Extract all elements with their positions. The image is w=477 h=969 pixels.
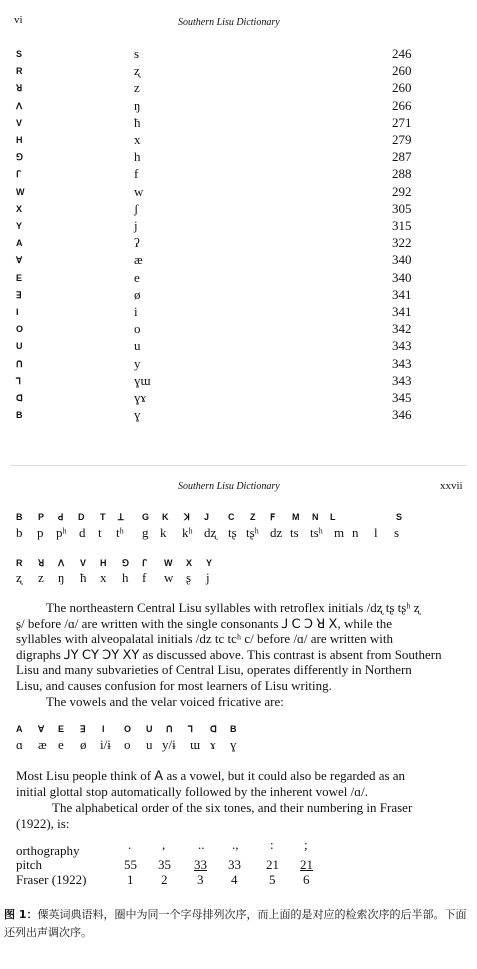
- index-row: [0, 270, 477, 287]
- index-ipa: ø: [134, 286, 141, 302]
- consonant-letter: Y: [206, 558, 213, 568]
- consonant-letter: X: [186, 558, 193, 568]
- index-row: [0, 218, 477, 235]
- vowel-letter: E: [58, 724, 65, 734]
- paragraph-line: Most Lisu people think of ꓮ as a vowel, but it could also be regarded as an: [16, 768, 406, 783]
- index-page-number: 305: [392, 200, 412, 216]
- index-page-number: 288: [392, 166, 412, 182]
- index-letter: ꓤ: [16, 83, 23, 94]
- consonant-letter: C: [228, 512, 235, 522]
- vowel-letter: ꓶ: [188, 724, 194, 734]
- consonant-ipa: m: [334, 525, 345, 540]
- consonant-ipa: s: [394, 525, 400, 540]
- paragraph-line: (1922), is:: [16, 815, 70, 831]
- index-ipa: ɣ: [134, 407, 141, 423]
- vowel-ipa: æ: [38, 737, 47, 752]
- index-letter: A: [16, 238, 23, 249]
- vowel-ipa: y/ɨ: [162, 737, 176, 752]
- index-page-number: 340: [392, 252, 412, 268]
- consonant-letter: ꓝ: [270, 512, 276, 522]
- index-page-number: 343: [392, 372, 412, 388]
- index-ipa: ʃ: [134, 200, 139, 216]
- index-page-number: 343: [392, 355, 412, 371]
- vowel-ipa: i/ɨ: [100, 737, 111, 752]
- consonant-letter: R: [16, 558, 23, 568]
- tone-fraser-number: 3: [197, 872, 204, 887]
- consonant-ipa: dʐ: [204, 525, 217, 540]
- index-page-number: 287: [392, 149, 412, 165]
- vowels-intro: The vowels and the velar voiced fricative are:: [46, 694, 284, 709]
- consonant-ipa: g: [142, 525, 149, 540]
- index-letter: X: [16, 203, 23, 214]
- index-row: [0, 407, 477, 424]
- paragraph-line: digraphs ꓙꓬ ꓚꓬ ꓛꓬ ꓫꓬ as discussed above. This contrast is absent from Southern: [16, 646, 442, 662]
- tone-orthography: :: [270, 837, 274, 852]
- consonant-letter: K: [162, 512, 169, 522]
- consonant-ipa: ʂ: [186, 570, 192, 585]
- paragraph-line: Lisu and many subvarieties of Central Lisu, operates differently in Northern: [16, 662, 412, 677]
- index-row: [0, 252, 477, 269]
- index-ipa: j: [134, 218, 138, 233]
- running-title-bottom: Southern Lisu Dictionary: [178, 481, 280, 492]
- consonant-ipa: pʰ: [56, 525, 67, 540]
- consonant-letter: ꓒ: [58, 512, 64, 522]
- paragraph-line: ʂ/ before /ɑ/ are written with the single consonants ꓙ ꓚ ꓛ ꓤ ꓫ, while the: [16, 615, 392, 631]
- consonant-ipa: tʰ: [116, 525, 124, 540]
- index-row: [0, 184, 477, 201]
- vowel-ipa: ɯ: [190, 737, 201, 752]
- vowel-ipa: e: [58, 737, 64, 752]
- consonant-ipa: t: [98, 525, 102, 540]
- tone-pitch: 33: [194, 857, 207, 872]
- index-ipa: x: [134, 132, 141, 147]
- index-page-number: 315: [392, 218, 412, 233]
- index-page-number: 346: [392, 407, 412, 423]
- paragraph-line: syllables with alveopalatal initials /dz tc tcʰ c/ before /ɑ/ are written with: [16, 631, 394, 646]
- consonant-letter: ꓤ: [38, 558, 45, 568]
- index-ipa: i: [134, 304, 138, 319]
- tone-orthography: ;: [304, 837, 308, 852]
- consonant-letter: ꓥ: [58, 558, 65, 568]
- index-ipa: z: [134, 80, 140, 96]
- index-row: [0, 80, 477, 97]
- index-page-number: 342: [392, 321, 412, 337]
- page-separator: [10, 465, 467, 466]
- paragraph-line: The alphabetical order of the six tones, and their numbering in Fraser: [52, 800, 413, 815]
- tone-fraser-number: 5: [269, 872, 276, 887]
- index-row: [0, 63, 477, 80]
- consonant-ipa: w: [164, 570, 174, 585]
- tone-fraser-number: 6: [303, 872, 310, 887]
- index-ipa: ʔ: [134, 235, 140, 251]
- page-number-bottom: xxvii: [440, 480, 463, 492]
- tone-fraser-number: 2: [161, 872, 168, 887]
- tone-pitch: 33: [228, 857, 241, 872]
- index-letter: ꓯ: [16, 255, 23, 266]
- index-row: [0, 149, 477, 166]
- index-row: [0, 390, 477, 407]
- caption-label: 图 1：: [4, 908, 38, 921]
- index-page-number: 341: [392, 286, 412, 302]
- consonant-letter: L: [330, 512, 336, 522]
- index-row: [0, 287, 477, 304]
- tone-pitch: 21: [300, 857, 313, 872]
- index-ipa: s: [134, 46, 140, 61]
- consonant-ipa: ŋ: [58, 570, 65, 585]
- vowel-ipa: ø: [80, 737, 87, 752]
- paragraph-retroflex: [16, 600, 464, 693]
- tone-pitch: 55: [124, 857, 137, 872]
- consonant-ipa: h: [122, 570, 129, 585]
- consonant-ipa: p: [37, 525, 44, 540]
- tone-pitch: 21: [266, 857, 279, 872]
- consonant-letter: N: [312, 512, 319, 522]
- consonant-letter: V: [80, 558, 87, 568]
- consonant-letter: P: [38, 512, 45, 522]
- consonant-ipa: k: [160, 525, 167, 540]
- consonant-letter: T: [100, 512, 106, 522]
- paragraph-tones: [16, 800, 464, 831]
- consonant-ipa: ʐ: [16, 570, 22, 585]
- index-page-number: 322: [392, 235, 412, 251]
- index-ipa: ɣɯ: [134, 372, 151, 388]
- index-page-number: 260: [392, 63, 412, 79]
- tone-fraser-number: 1: [127, 872, 134, 887]
- consonant-ipa: z: [38, 570, 44, 585]
- consonant-ipa: l: [374, 525, 378, 540]
- running-title-top: Southern Lisu Dictionary: [178, 17, 280, 28]
- consonant-ipa: b: [16, 525, 23, 540]
- paragraph-line: Lisu, and causes confusion for most learners of Lisu writing.: [16, 677, 332, 693]
- vowel-letter: I: [102, 724, 105, 734]
- vowel-letter: B: [230, 724, 237, 734]
- index-row: [0, 356, 477, 373]
- index-row: [0, 304, 477, 321]
- index-page-number: 341: [392, 304, 412, 319]
- figure-caption: [4, 906, 472, 942]
- tone-orthography: .,: [232, 837, 239, 852]
- page-number-top: vi: [14, 14, 23, 26]
- consonant-letter: S: [396, 512, 403, 522]
- index-ipa: ŋ: [134, 97, 141, 113]
- index-letter: H: [16, 135, 23, 145]
- consonant-ipa: kʰ: [182, 525, 193, 540]
- consonant-letter: D: [78, 512, 85, 522]
- index-letter: U: [16, 341, 23, 352]
- vowel-letter: A: [16, 724, 23, 734]
- tone-orthography: ,: [162, 837, 166, 852]
- tone-pitch: 35: [158, 857, 171, 872]
- index-page-number: 340: [392, 269, 412, 285]
- vowel-ipa: ɑ: [16, 737, 23, 752]
- index-letter: V: [16, 117, 23, 128]
- index-letter: ꓱ: [16, 289, 22, 300]
- consonant-ipa: tsʰ: [310, 525, 323, 540]
- index-ipa: ɣɤ: [134, 390, 147, 405]
- tone-row-label: orthography: [16, 843, 80, 858]
- paragraph-line: initial glottal stop automatically followed by the inherent vowel /ɑ/.: [16, 783, 368, 799]
- index-row: [0, 46, 477, 63]
- vowel-letter: ꓵ: [166, 724, 173, 734]
- index-ipa: y: [134, 355, 141, 371]
- consonant-letter: ꓩ: [142, 558, 147, 568]
- consonant-letter: Z: [250, 512, 256, 522]
- consonant-ipa: tʂʰ: [246, 525, 259, 540]
- index-letter: I: [16, 307, 19, 317]
- consonant-ipa: f: [142, 570, 147, 585]
- index-row: [0, 373, 477, 390]
- index-ipa: w: [134, 183, 144, 199]
- index-letter: O: [16, 324, 24, 335]
- index-page-number: 266: [392, 97, 412, 113]
- index-row: [0, 201, 477, 218]
- consonant-ipa: n: [352, 525, 359, 540]
- consonant-ipa: ts: [290, 525, 299, 540]
- index-row: [0, 321, 477, 338]
- index-page-number: 246: [392, 46, 412, 61]
- consonant-ipa: j: [206, 570, 210, 585]
- consonant-ipa: d: [79, 525, 86, 540]
- vowel-letter: U: [146, 724, 153, 734]
- index-page-number: 279: [392, 132, 412, 147]
- index-page-number: 343: [392, 338, 412, 354]
- index-ipa: ħ: [134, 114, 141, 130]
- index-row: [0, 235, 477, 252]
- vowel-ipa: ɤ: [210, 737, 216, 752]
- index-page-number: 292: [392, 183, 412, 199]
- index-letter: ꓶ: [16, 375, 22, 386]
- index-letter: W: [16, 186, 25, 197]
- consonant-ipa: dz: [270, 525, 283, 540]
- consonant-letter: W: [164, 558, 173, 568]
- tone-row-label: Fraser (1922): [16, 872, 87, 887]
- index-ipa: h: [134, 149, 141, 165]
- index-letter: ꓩ: [16, 169, 21, 180]
- vowel-letter: ꓱ: [80, 724, 86, 734]
- index-page-number: 260: [392, 80, 412, 96]
- tone-fraser-number: 4: [231, 872, 238, 887]
- index-letter: ꓥ: [16, 100, 23, 111]
- index-letter: E: [16, 272, 23, 283]
- consonant-letter: B: [16, 512, 23, 522]
- consonant-letter: ꓕ: [118, 512, 124, 522]
- index-letter: ꓷ: [16, 393, 23, 403]
- index-row: [0, 166, 477, 183]
- index-row: [0, 98, 477, 115]
- index-ipa: f: [134, 166, 139, 182]
- tone-row-label: pitch: [16, 857, 42, 872]
- consonant-letter: ꓘ: [184, 512, 190, 522]
- index-row: [0, 338, 477, 355]
- consonant-letter: J: [204, 512, 210, 522]
- consonant-letter: H: [100, 558, 107, 568]
- index-ipa: e: [134, 269, 140, 285]
- index-ipa: o: [134, 321, 141, 337]
- vowel-letter: ꓯ: [38, 724, 45, 734]
- index-letter: B: [16, 410, 23, 421]
- consonant-ipa: ħ: [80, 570, 87, 585]
- index-ipa: æ: [134, 252, 143, 268]
- caption-text: 傈英词典语料，圈中为同一个字母排列次序，而上面的是对应的检索次序的后半部。下面还列出声调次序。: [4, 908, 467, 939]
- index-letter: R: [16, 66, 23, 77]
- vowel-ipa: o: [124, 737, 131, 752]
- tone-orthography: .: [128, 837, 132, 852]
- index-letter: ꓨ: [16, 152, 23, 163]
- index-row: [0, 132, 477, 149]
- consonant-ipa: x: [100, 570, 107, 585]
- index-letter: ꓵ: [16, 358, 23, 369]
- consonant-letter: M: [292, 512, 300, 522]
- tone-orthography: ..: [198, 837, 205, 852]
- paragraph-line: The northeastern Central Lisu syllables with retroflex initials /dʐ tʂ tʂʰ ʐ: [46, 600, 420, 615]
- index-letter: S: [16, 49, 23, 59]
- consonant-letter: ꓨ: [122, 558, 129, 568]
- index-row: [0, 115, 477, 132]
- consonant-letter: G: [142, 512, 150, 522]
- vowel-letter: O: [124, 724, 132, 734]
- paragraph-glottal: [16, 768, 464, 799]
- index-letter: Y: [16, 221, 23, 231]
- consonant-ipa: tʂ: [228, 525, 237, 540]
- index-ipa: ʐ: [134, 63, 140, 79]
- vowel-ipa: u: [146, 737, 153, 752]
- index-page-number: 271: [392, 114, 412, 130]
- vowel-ipa: ɣ: [230, 737, 237, 752]
- vowel-letter: ꓷ: [210, 724, 217, 734]
- index-ipa: u: [134, 338, 141, 354]
- index-page-number: 345: [392, 390, 412, 405]
